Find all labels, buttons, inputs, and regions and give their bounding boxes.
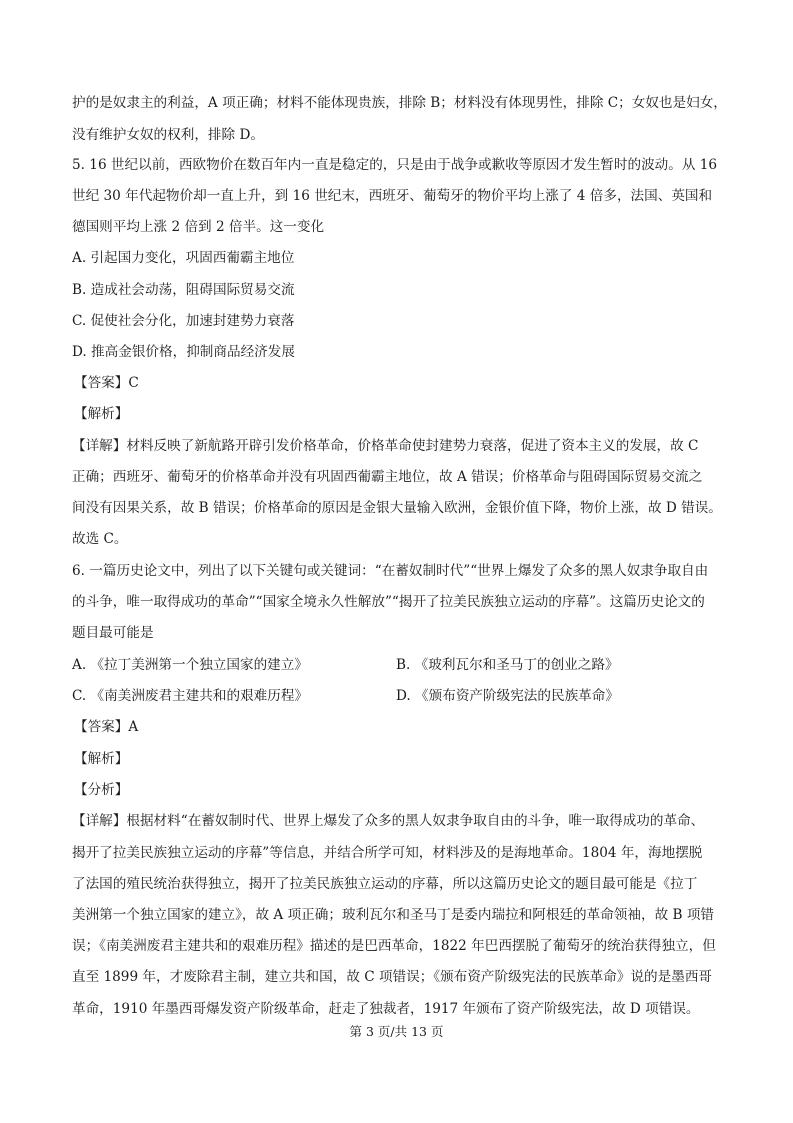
analysis-sub-label: 【分析】 <box>74 782 129 798</box>
explanation-line: 故选 C。 <box>72 531 128 547</box>
option-b: B. 《玻利瓦尔和圣马丁的创业之路》 <box>396 657 619 673</box>
explanation-line: 了法国的殖民统治获得独立，揭开了拉美民族独立运动的序幕，所以这篇历史论文的题目最可能是《拉丁 <box>72 876 698 892</box>
explanation-line: 直至 1899 年，才废除君主制，建立共和国，故 C 项错误；《颁布资产阶级宪法的民族革命》说的是墨西哥 <box>72 969 713 985</box>
option-b: B. 造成社会动荡，阻碍国际贸易交流 <box>72 282 295 298</box>
question-6-stem: 6. 一篇历史论文中，列出了以下关键句或关键词：“在蓄奴制时代”“世界上爆发了众多的黑人奴隶争取自由 <box>72 563 709 579</box>
answer-label: 【答案】A <box>74 719 139 735</box>
option-c: C. 《南美洲废君主建共和的艰难历程》 <box>72 688 309 704</box>
option-d: D. 《颁布资产阶级宪法的民族革命》 <box>396 688 619 704</box>
explanation-line: 揭开了拉美民族独立运动的序幕”等信息，并结合所学可知，材料涉及的是海地革命。1804 年，海地摆脱 <box>72 845 703 861</box>
question-5-stem: 德国则平均上涨 2 倍到 2 倍半。这一变化 <box>72 219 325 235</box>
option-c: C. 促使社会分化，加速封建势力衰落 <box>72 313 295 329</box>
answer-label: 【答案】C <box>74 375 139 391</box>
explanation-line: 美洲第一个独立国家的建立》，故 A 项正确；玻利瓦尔和圣马丁是委内瑞拉和阿根廷的革命领袖，故 B 项错 <box>72 907 715 923</box>
option-a: A. 引起国力变化，巩固西葡霸主地位 <box>72 250 295 266</box>
explanation-line: 【详解】根据材料“在蓄奴制时代、世界上爆发了众多的黑人奴隶争取自由的斗争，唯一取得成功的革命、 <box>72 813 705 829</box>
explanation-line: 革命，1910 年墨西哥爆发资产阶级革命，赶走了独裁者，1917 年颁布了资产阶级宪法，故 D 项错误。 <box>72 1001 700 1017</box>
explanation-line: 误；《南美洲废君主建共和的艰难历程》描述的是巴西革命，1822 年巴西摆脱了葡萄牙的统治获得独立，但 <box>72 938 716 954</box>
explanation-line: 间没有因果关系，故 B 错误；价格革命的原因是金银大量输入欧洲，金银价值下降，物价上涨，故 D 错误。 <box>72 500 722 516</box>
question-5-stem: 5. 16 世纪以前，西欧物价在数百年内一直是稳定的，只是由于战争或歉收等原因才发生暂时的波动。从 16 <box>72 157 718 173</box>
question-6-stem: 的斗争，唯一取得成功的革命”“国家全境永久性解放”“揭开了拉美民族独立运动的序幕”。这篇历史论文的 <box>72 594 705 610</box>
option-d: D. 推高金银价格，抑制商品经济发展 <box>72 344 295 360</box>
option-a: A. 《拉丁美洲第一个独立国家的建立》 <box>72 657 308 673</box>
analysis-label: 【解析】 <box>74 406 129 422</box>
text-line: 护的是奴隶主的利益，A 项正确；材料不能体现贵族，排除 B；材料没有体现男性，排除 C；女奴也是妇女， <box>72 95 727 111</box>
text-line: 没有维护女奴的权利，排除 D。 <box>72 127 264 143</box>
question-6-stem: 题目最可能是 <box>72 625 154 641</box>
question-5-stem: 世纪 30 年代起物价却一直上升，到 16 世纪末，西班牙、葡萄牙的物价平均上涨了 4 倍多，法国、英国和 <box>72 188 713 204</box>
page-footer: 第 3 页/共 13 页 <box>349 1024 444 1039</box>
explanation-line: 正确；西班牙、葡萄牙的价格革命并没有巩固西葡霸主地位，故 A 错误；价格革命与阻碍国际贸易交流之 <box>72 469 703 485</box>
analysis-label: 【解析】 <box>74 751 129 767</box>
explanation-line: 【详解】材料反映了新航路开辟引发价格革命，价格革命使封建势力衰落，促进了资本主义的发展，故 C <box>72 438 699 454</box>
